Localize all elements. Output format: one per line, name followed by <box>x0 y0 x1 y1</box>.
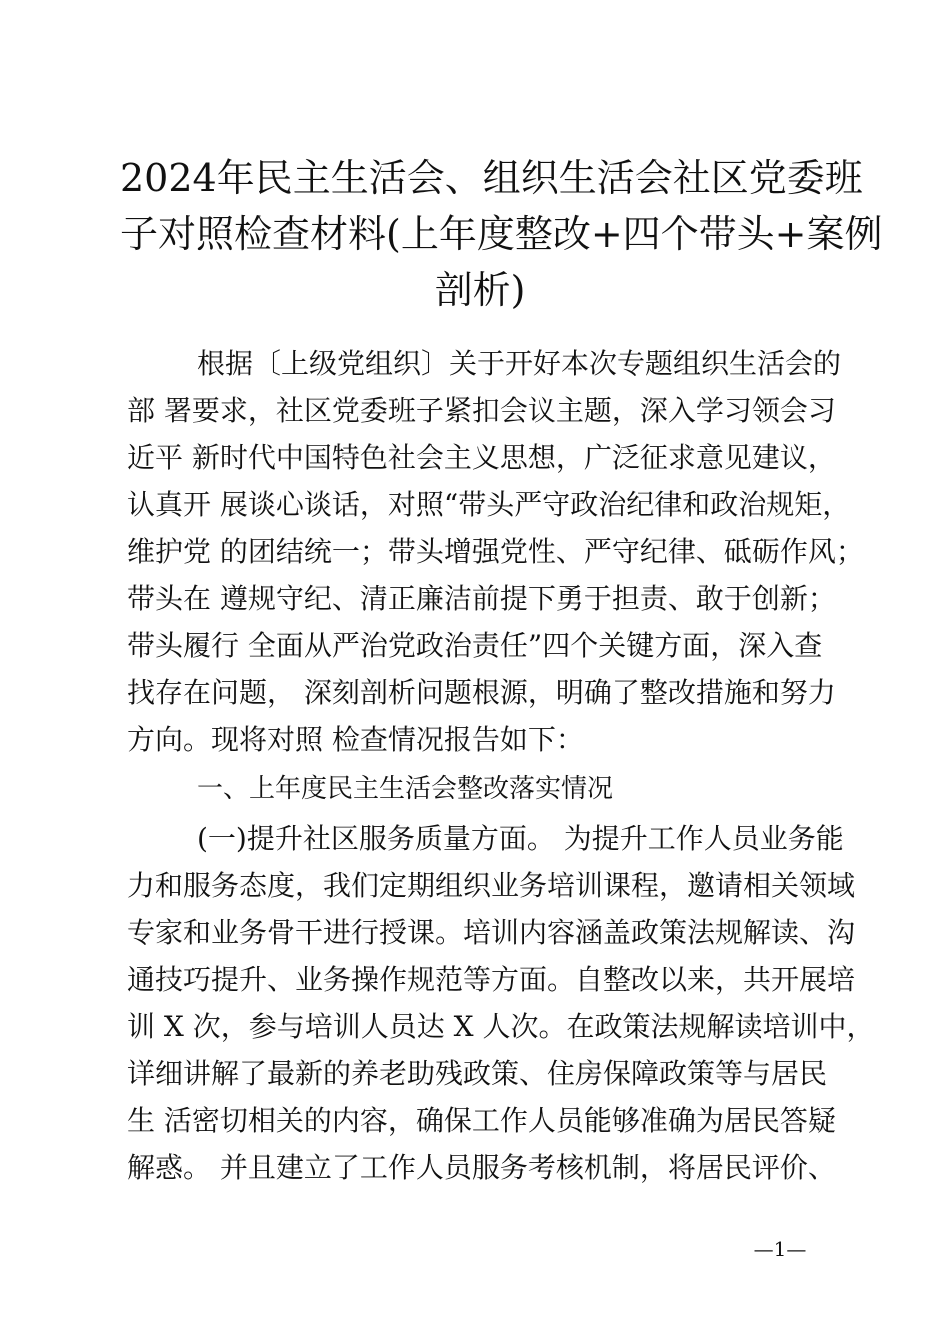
title-line: 剖析) <box>434 268 526 312</box>
document-body <box>127 340 875 1191</box>
paragraph-line: 通技巧提升、业务操作规范等方面。自整改以来，共开展培 <box>127 963 856 996</box>
paragraph-line: 认真开 展谈心谈话，对照“带头严守政治纪律和政治规矩， <box>127 488 851 521</box>
title-line: 子对照检查材料(上年度整改+四个带头+案例 <box>120 212 883 256</box>
paragraph-line: 生 活密切相关的内容，确保工作人员能够准确为居民答疑 <box>127 1104 836 1137</box>
paragraph-line: 带头在 遵规守纪、清正廉洁前提下勇于担责、敢于创新； <box>127 582 836 615</box>
document-title <box>120 150 883 318</box>
paragraph-line: 专家和业务骨干进行授课。培训内容涵盖政策法规解读、沟 <box>127 916 856 949</box>
paragraph-line: 训 X 次，参与培训人员达 X 人次。在政策法规解读培训中， <box>127 1010 875 1043</box>
paragraph-line: 找存在问题， 深刻剖析问题根源，明确了整改措施和努力 <box>127 676 836 709</box>
intro-paragraph <box>127 340 864 763</box>
paragraph-line: 根据〔上级党组织〕关于开好本次专题组织生活会的 <box>197 347 842 380</box>
page-number: —1— <box>753 1237 807 1261</box>
title-line: 2024年民主生活会、组织生活会社区党委班 <box>120 156 863 200</box>
paragraph-line: 力和服务态度，我们定期组织业务培训课程，邀请相关领域 <box>127 869 856 902</box>
paragraph-line: 带头履行 全面从严治党政治责任”四个关键方面，深入查 <box>127 629 823 662</box>
paragraph-line: (一)提升社区服务质量方面。 为提升工作人员业务能 <box>197 822 844 855</box>
section-heading-text: 一、上年度民主生活会整改落实情况 <box>197 774 614 804</box>
paragraph-line: 详细讲解了最新的养老助残政策、住房保障政策等与居民 <box>127 1057 828 1090</box>
paragraph-line: 部 署要求，社区党委班子紧扣会议主题，深入学习领会习 <box>127 394 836 427</box>
paragraph-line: 解惑。 并且建立了工作人员服务考核机制，将居民评价、 <box>127 1151 836 1184</box>
section-heading <box>127 763 837 815</box>
rectification-paragraph <box>127 815 875 1191</box>
paragraph-line: 近平 新时代中国特色社会主义思想，广泛征求意见建议， <box>127 441 836 474</box>
paragraph-line: 方向。现将对照 检查情况报告如下： <box>127 723 584 756</box>
paragraph-line: 维护党 的团结统一；带头增强党性、严守纪律、砥砺作风； <box>127 535 864 568</box>
